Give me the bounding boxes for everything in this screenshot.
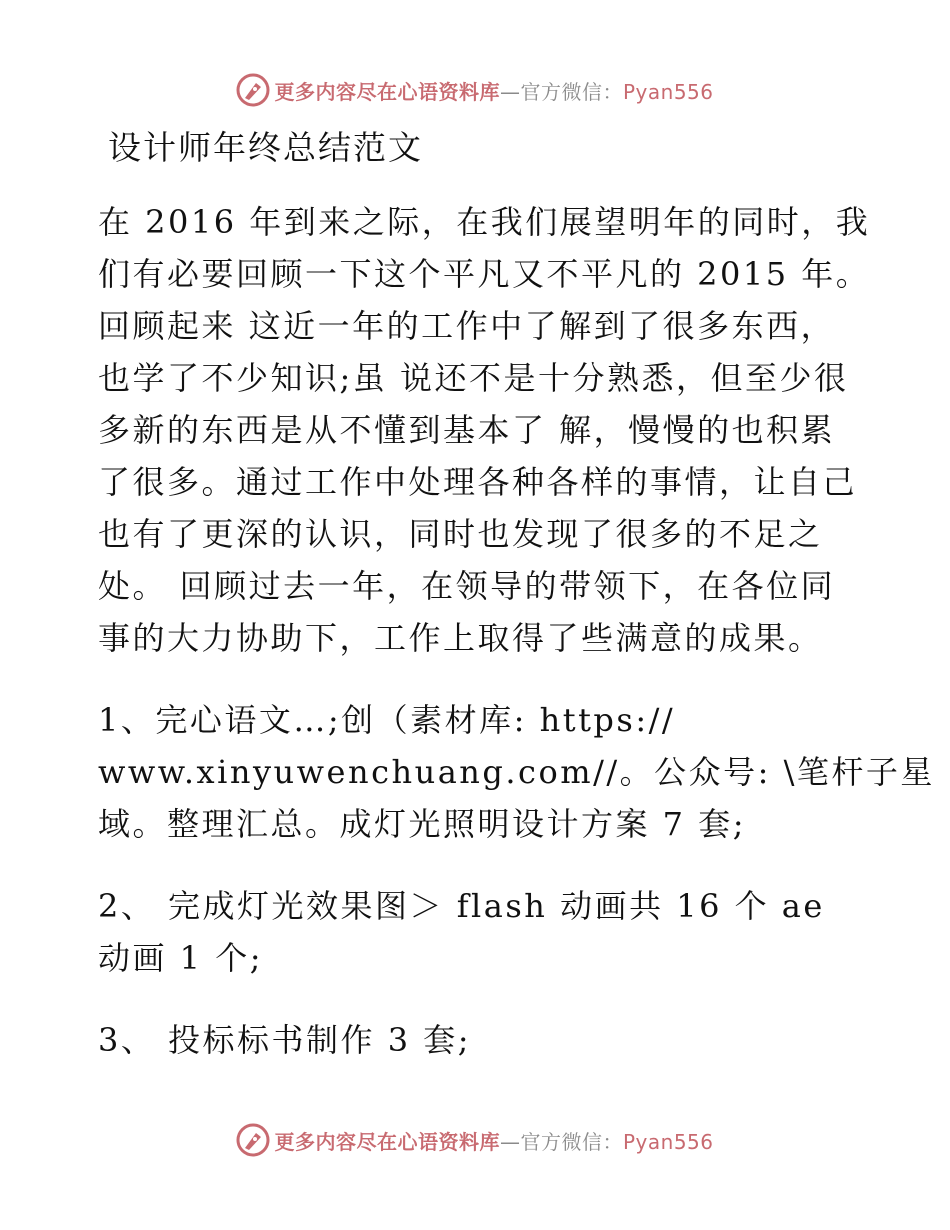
document-body — [98, 196, 935, 1066]
text-line: 2、 完成灯光效果图＞ flash 动画共 16 个 ae — [98, 887, 825, 925]
text-line: 1、完心语文…;创（素材库: https:// — [98, 701, 676, 739]
text-line: 3、 投标标书制作 3 套; — [98, 1021, 472, 1059]
text-line: 回顾起来 这近一年的工作中了解到了很多东西， — [98, 307, 836, 345]
text-line: 处。 回顾过去一年，在领导的带领下，在各位同 — [98, 567, 836, 605]
watermark-text: 更多内容尽在心语资料库—官方微信：Pyan556 — [274, 1129, 714, 1154]
text-line: 在 2016 年到来之际，在我们展望明年的同时，我 — [98, 203, 871, 241]
pen-nib-logo-icon — [236, 1123, 270, 1157]
text-line: 动画 1 个; — [98, 939, 263, 977]
text-line: 了很多。通过工作中处理各种各样的事情，让自己 — [98, 463, 858, 501]
list-item-3 — [98, 1014, 858, 1066]
list-item-2 — [98, 880, 858, 984]
pen-nib-logo-icon — [236, 73, 270, 107]
text-line: 也有了更深的认识，同时也发现了很多的不足之 — [98, 515, 823, 553]
text-line: 域。整理汇总。成灯光照明设计方案 7 套; — [98, 805, 746, 843]
footer-watermark-banner — [0, 1118, 950, 1162]
text-line: 多新的东西是从不懂到基本了 解，慢慢的也积累 — [98, 411, 836, 449]
paragraph-intro — [98, 196, 871, 664]
watermark-text: 更多内容尽在心语资料库—官方微信：Pyan556 — [274, 79, 714, 104]
header-watermark-banner — [0, 68, 950, 112]
list-item-1 — [98, 694, 935, 850]
document-title: 设计师年终总结范文 — [108, 128, 423, 167]
text-line: 也学了不少知识;虽 说还不是十分熟悉，但至少很 — [98, 359, 849, 397]
text-line: 们有必要回顾一下这个平凡又不平凡的 2015 年。 — [98, 255, 871, 293]
text-line: 事的大力协助下，工作上取得了些满意的成果。 — [98, 619, 823, 657]
text-line: www.xinyuwenchuang.com//。公众号: \笔杆子星 — [98, 753, 935, 791]
